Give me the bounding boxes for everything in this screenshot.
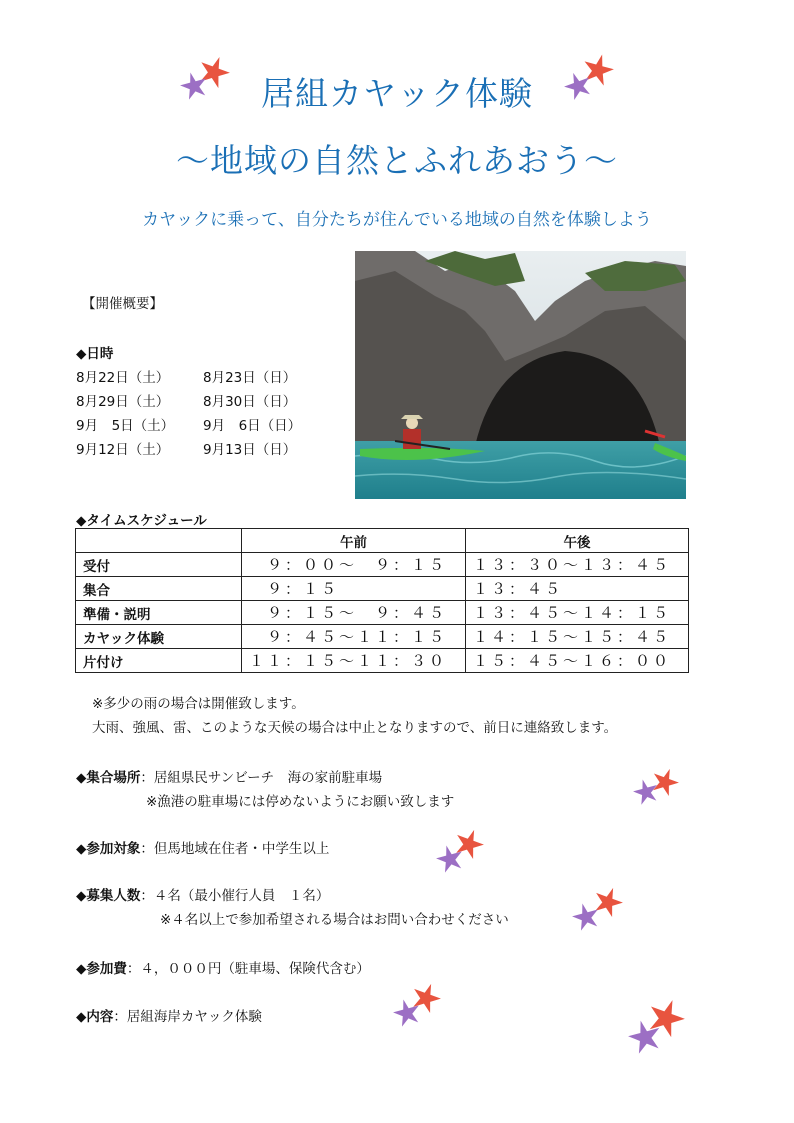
table-header-cell: 午後: [466, 529, 689, 553]
schedule-heading: ◆タイムスケジュール: [76, 513, 207, 529]
table-header-cell: [76, 529, 242, 553]
capacity-note: ※４名以上で参加希望される場合はお問い合わせください: [160, 912, 509, 928]
table-row: [76, 553, 689, 577]
am-time: ９：４５～１１：１５: [242, 625, 466, 649]
table-header-cell: 午前: [242, 529, 466, 553]
am-time: ９：１５～ ９：４５: [242, 601, 466, 625]
table-row: [76, 625, 689, 649]
kayak-cave-photo: [355, 251, 686, 499]
meeting-place-note: ※漁港の駐車場には停めないようにお願い致します: [146, 794, 455, 810]
starfish-decoration-icon: [432, 826, 492, 876]
content-value: ：居組海岸カヤック体験: [113, 1009, 262, 1025]
starfish-decoration-icon: [622, 996, 694, 1058]
content-label: ◆内容: [76, 1009, 114, 1025]
dates-heading: ◆日時: [76, 346, 114, 362]
starfish-decoration-icon: [390, 980, 450, 1030]
capacity-label: ◆募集人数: [76, 888, 141, 904]
starfish-decoration-icon: [176, 52, 236, 104]
target-value: ：但馬地域在住者・中学生以上: [140, 841, 330, 857]
date-row-3-day1: 9月 5日（土）: [76, 418, 175, 434]
am-time: １１：１５～１１：３０: [242, 649, 466, 673]
schedule-note-1: ※多少の雨の場合は開催致します。: [92, 696, 305, 712]
row-label: カヤック体験: [76, 625, 242, 649]
fee: [76, 957, 370, 977]
subtitle: カヤックに乗って、自分たちが住んでいる地域の自然を体験しよう: [142, 210, 652, 230]
date-row-2-day2: 8月30日（日）: [203, 394, 297, 410]
date-row-1-day2: 8月23日（日）: [203, 370, 297, 386]
date-row-1-day1: 8月22日（土）: [76, 370, 170, 386]
row-label: 集合: [76, 577, 242, 601]
target-label: ◆参加対象: [76, 841, 141, 857]
am-time: ９：１５: [242, 577, 466, 601]
table-row: [76, 577, 689, 601]
schedule-note-2: 大雨、強風、雷、このような天候の場合は中止となりますので、前日に連絡致します。: [92, 720, 618, 736]
content: [76, 1005, 262, 1025]
meeting-place-label: ◆集合場所: [76, 770, 141, 786]
pm-time: １３：３０～１３：４５: [466, 553, 689, 577]
fee-value: ：４，０００円（駐車場、保険代含む）: [126, 961, 370, 977]
overview-heading: 【開催概要】: [82, 296, 163, 312]
target: [76, 837, 329, 857]
fee-label: ◆参加費: [76, 961, 127, 977]
row-label: 片付け: [76, 649, 242, 673]
row-label: 準備・説明: [76, 601, 242, 625]
table-row: [76, 649, 689, 673]
am-time: ９：００～ ９：１５: [242, 553, 466, 577]
meeting-place: [76, 766, 382, 786]
meeting-place-value: ：居組県民サンビーチ 海の家前駐車場: [140, 770, 383, 786]
capacity-value: ：４名（最小催行人員 １名）: [140, 888, 330, 904]
table-row: [76, 601, 689, 625]
starfish-decoration-icon: [560, 52, 620, 104]
title-line2: ～地域の自然とふれあおう～: [176, 141, 618, 180]
row-label: 受付: [76, 553, 242, 577]
schedule-table: [75, 528, 689, 673]
date-row-2-day1: 8月29日（土）: [76, 394, 170, 410]
starfish-decoration-icon: [568, 884, 628, 934]
date-row-3-day2: 9月 6日（日）: [203, 418, 302, 434]
date-row-4-day1: 9月12日（土）: [76, 442, 170, 458]
pm-time: １４：１５～１５：４５: [466, 625, 689, 649]
date-row-4-day2: 9月13日（日）: [203, 442, 297, 458]
pm-time: １３：４５～１４：１５: [466, 601, 689, 625]
table-header-row: [76, 529, 689, 553]
starfish-decoration-icon: [627, 765, 687, 810]
title-line1: 居組カヤック体験: [261, 74, 533, 113]
capacity: [76, 884, 329, 904]
pm-time: １３：４５: [466, 577, 689, 601]
pm-time: １５：４５～１６：００: [466, 649, 689, 673]
